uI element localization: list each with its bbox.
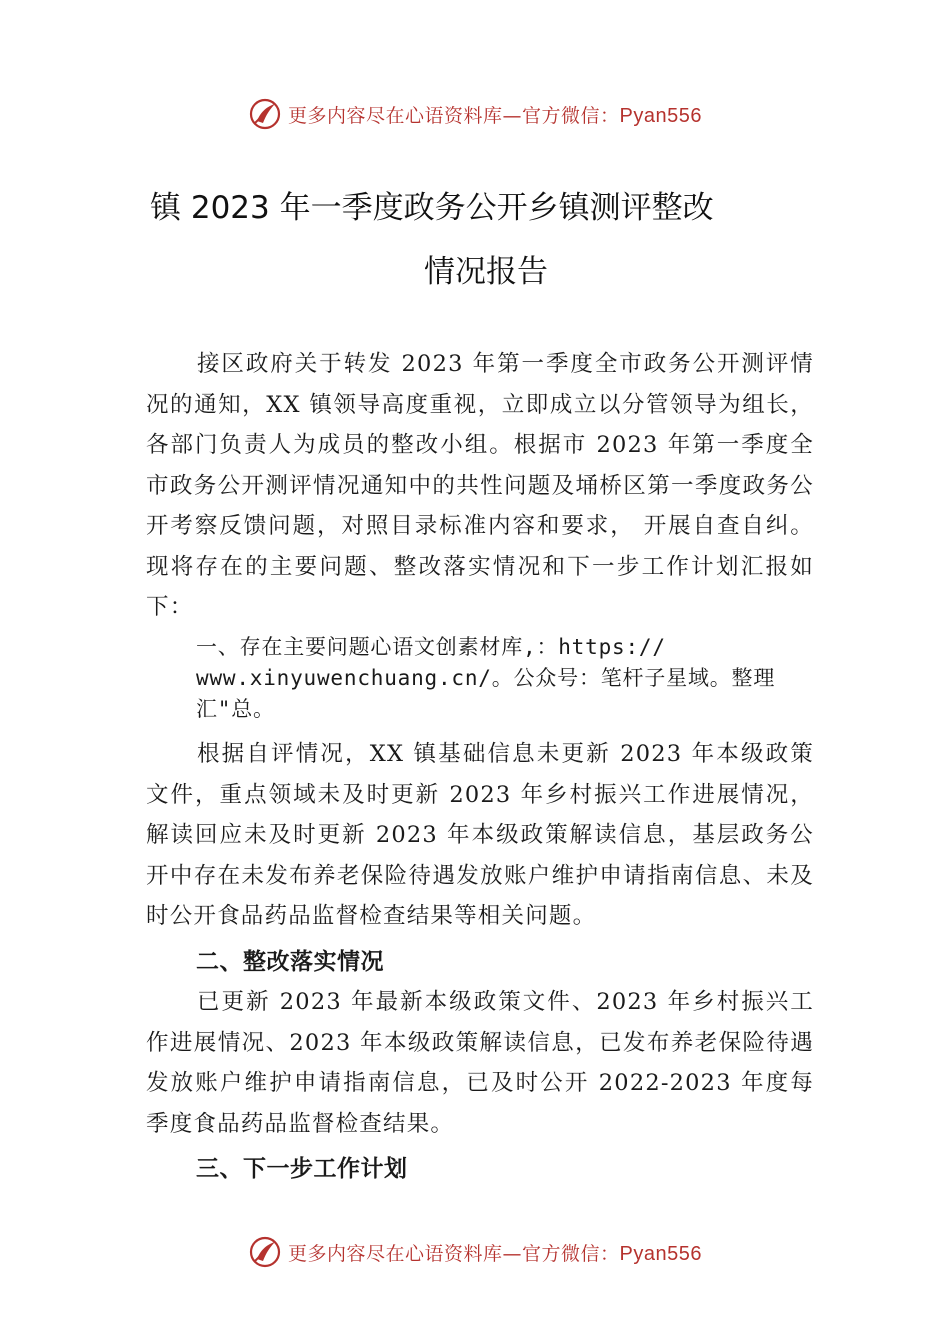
watermark-text: 更多内容尽在心语资料库—官方微信：Pyan556 [288,1242,702,1265]
section-1-heading-tail: 汇"总。 [196,697,275,721]
document-title-line-2: 情况报告 [424,254,548,290]
section-2-paragraph: 已更新 2023 年最新本级政策文件、2023 年乡村振兴工作进展情况、2023 年本级政策解读信息，已发布养老保险待遇发放账户维护申请指南信息，已及时公开 2022-2023 年度每季度食品药品监督检查结果。 [146,989,814,1137]
document-title-line-1: 镇 2023 年一季度政务公开乡镇测评整改 [150,190,714,226]
footer-watermark [0,1232,950,1272]
section-1-paragraph: 根据自评情况，XX 镇基础信息未更新 2023 年本级政策文件，重点领域未及时更新 2023 年乡村振兴工作进展情况，解读回应未及时更新 2023 年本级政策解读信息，基层政务公开中存在未发布养老保险待遇发放账户维护申请指南信息、未及时公开食品药品监督检查结果等相关问题。 [146,741,814,929]
brush-logo-icon [248,97,282,131]
section-1-heading-line: 一、存在主要问题心语文创素材库,：https:// [196,635,666,659]
brush-logo-icon [248,1235,282,1269]
header-watermark [0,94,950,134]
source-url-line: www.xinyuwenchuang.cn/。公众号：笔杆子星域。整理 [196,666,776,690]
section-1-heading [196,632,836,725]
watermark-text: 更多内容尽在心语资料库—官方微信：Pyan556 [288,104,702,127]
intro-paragraph: 接区政府关于转发 2023 年第一季度全市政务公开测评情况的通知，XX 镇领导高度重视，立即成立以分管领导为组长，各部门负责人为成员的整改小组。根据市 2023 年第一季度全市政务公开测评情况通知中的共性问题及埇桥区第一季度政务公开考察反馈问题，对照目录标准内容和要求， 开展自查自纠。现将存在的主要问题、整改落实情况和下一步工作计划汇报如下： [146,351,814,620]
section-3-heading: 三、下一步工作计划 [196,1156,408,1182]
section-2-heading: 二、整改落实情况 [196,949,384,975]
